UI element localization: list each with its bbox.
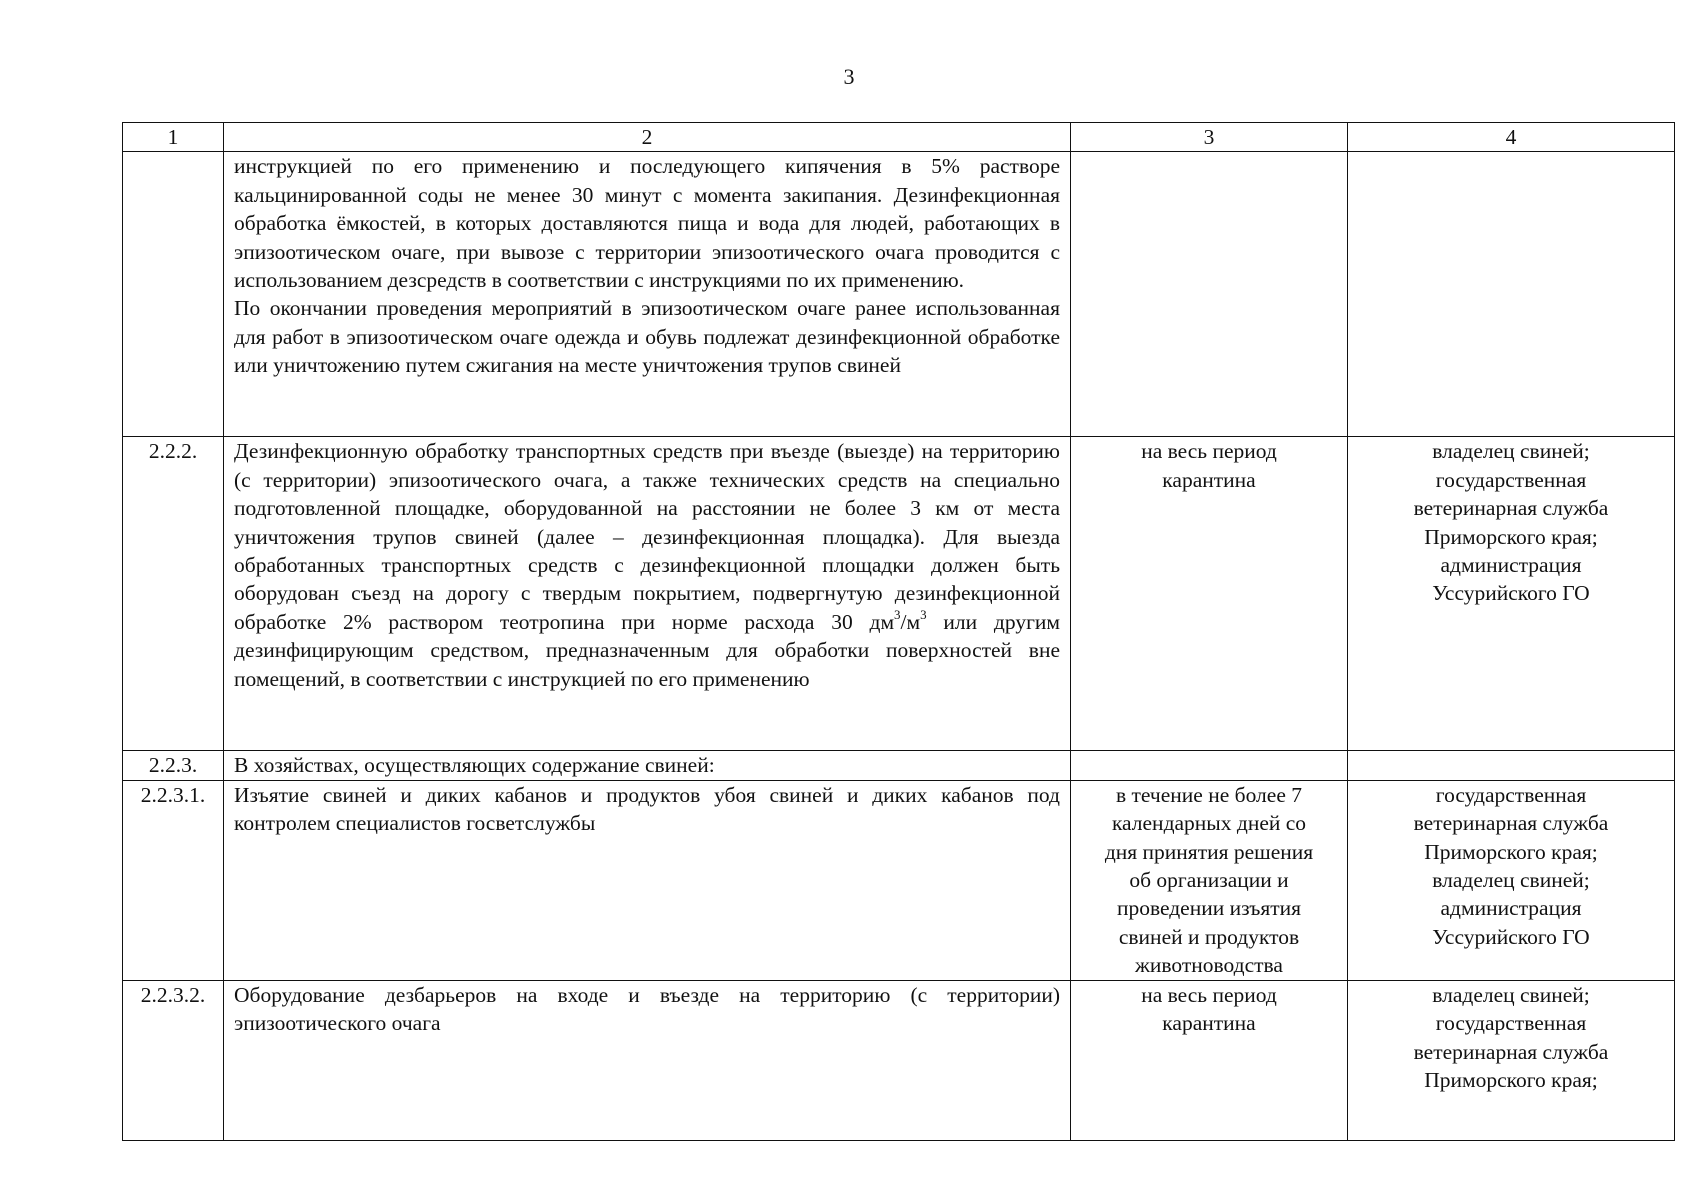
- term-cell: [1071, 152, 1348, 437]
- responsible-line: государственная: [1435, 782, 1587, 807]
- term-line: проведении изъятия: [1116, 896, 1302, 921]
- term-cell: [1071, 980, 1348, 1140]
- term-line: свиней и продуктов: [1118, 924, 1300, 949]
- row-number: 2.2.3.2.: [123, 980, 224, 1140]
- responsible-cell: [1348, 751, 1675, 780]
- responsible-cell: [1348, 780, 1675, 980]
- term-line: календарных дней со: [1111, 811, 1307, 836]
- superscript: 3: [894, 606, 901, 622]
- table-row: [123, 437, 1675, 751]
- responsible-line: администрация: [1440, 896, 1582, 921]
- responsible-line: администрация: [1440, 553, 1582, 578]
- responsible-line: Приморского края;: [1424, 1068, 1598, 1093]
- responsible-cell: [1348, 437, 1675, 751]
- responsible-line: владелец свиней;: [1432, 439, 1590, 464]
- measure-text-part: /м: [900, 609, 921, 634]
- responsible-line: Приморского края;: [1424, 839, 1598, 864]
- table-header-row: [123, 123, 1675, 152]
- responsible-line: ветеринарная служба: [1413, 811, 1609, 836]
- term-line: карантина: [1162, 467, 1256, 492]
- term-cell: [1071, 751, 1348, 780]
- measure-text: [224, 780, 1071, 980]
- measure-text: [224, 437, 1071, 751]
- responsible-line: ветеринарная служба: [1413, 496, 1609, 521]
- row-number: 2.2.2.: [123, 437, 224, 751]
- term-line: животноводства: [1135, 953, 1283, 978]
- responsible-line: владелец свиней;: [1432, 868, 1590, 893]
- header-cell-1: 1: [123, 123, 224, 152]
- measure-text: В хозяйствах, осуществляющих содержание свиней:: [224, 751, 1071, 780]
- measures-table: [122, 122, 1675, 1141]
- measure-paragraph: По окончании проведения мероприятий в эпизоотическом очаге ранее использованная для работ в эпизоотическом очаге одежда и обувь подлежат дезинфекционной обработке или уничтожению путем сжигания на месте уничтожения трупов свиней: [234, 296, 1060, 378]
- measure-paragraph: Изъятие свиней и диких кабанов и продуктов убоя свиней и диких кабанов под контролем специалистов госветслужбы: [234, 782, 1060, 836]
- measure-paragraph: Оборудование дезбарьеров на входе и въезде на территорию (с территории) эпизоотического очага: [234, 982, 1060, 1036]
- responsible-line: владелец свиней;: [1432, 982, 1590, 1007]
- measure-paragraph: [234, 437, 1060, 693]
- row-number: [123, 152, 224, 437]
- table-row: [123, 980, 1675, 1140]
- table-row: [123, 751, 1675, 780]
- term-line: об организации и: [1129, 868, 1289, 893]
- table-row: [123, 780, 1675, 980]
- row-number: 2.2.3.1.: [123, 780, 224, 980]
- measure-text-part: Дезинфекционную обработку транспортных средств при въезде (выезде) на территорию (с территории) эпизоотического очага, а также технических средств на специально подготовленной площадке, оборудованной на расстоянии не более 3 км от места уничтожения трупов свиней (далее – дезинфекционная площадка). Для выезда обработанных транспортных средств с дезинфекционной площадки должен быть оборудован съезд на дорогу с твердым покрытием, подвергнутую дезинфекционной обработке 2% раствором теотропина при норме расхода 30 дм: [234, 439, 1060, 634]
- header-cell-3: 3: [1071, 123, 1348, 152]
- header-cell-4: 4: [1348, 123, 1675, 152]
- term-line: на весь период: [1141, 439, 1277, 464]
- responsible-line: Уссурийского ГО: [1432, 581, 1590, 606]
- measure-text: [224, 152, 1071, 437]
- term-line: дня принятия решения: [1104, 839, 1314, 864]
- responsible-line: ветеринарная служба: [1413, 1039, 1609, 1064]
- responsible-line: Приморского края;: [1424, 524, 1598, 549]
- responsible-line: Уссурийского ГО: [1432, 924, 1590, 949]
- page-number: 3: [843, 64, 855, 89]
- measure-text: [224, 980, 1071, 1140]
- measure-text-part: или другим дезинфицирующим средством, предназначенным для обработки поверхностей вне помещений, в соответствии с инструкцией по его применению: [234, 609, 1060, 691]
- superscript: 3: [920, 606, 927, 622]
- header-cell-2: 2: [224, 123, 1071, 152]
- responsible-cell: [1348, 152, 1675, 437]
- term-line: карантина: [1162, 1011, 1256, 1036]
- term-line: в течение не более 7: [1116, 782, 1302, 807]
- term-cell: [1071, 437, 1348, 751]
- responsible-line: государственная: [1435, 467, 1587, 492]
- term-cell: [1071, 780, 1348, 980]
- row-number: 2.2.3.: [123, 751, 224, 780]
- term-line: на весь период: [1141, 982, 1277, 1007]
- measure-paragraph: инструкцией по его применению и последующего кипячения в 5% растворе кальцинированной соды не менее 30 минут с момента закипания. Дезинфекционная обработка ёмкостей, в которых доставляются пища и вода для людей, работающих в эпизоотическом очаге, при вывозе с территории эпизоотического очага проводится с использованием дезсредств в соответствии с инструкциями по их применению.: [234, 154, 1060, 293]
- table-row: [123, 152, 1675, 437]
- responsible-line: государственная: [1435, 1011, 1587, 1036]
- responsible-cell: [1348, 980, 1675, 1140]
